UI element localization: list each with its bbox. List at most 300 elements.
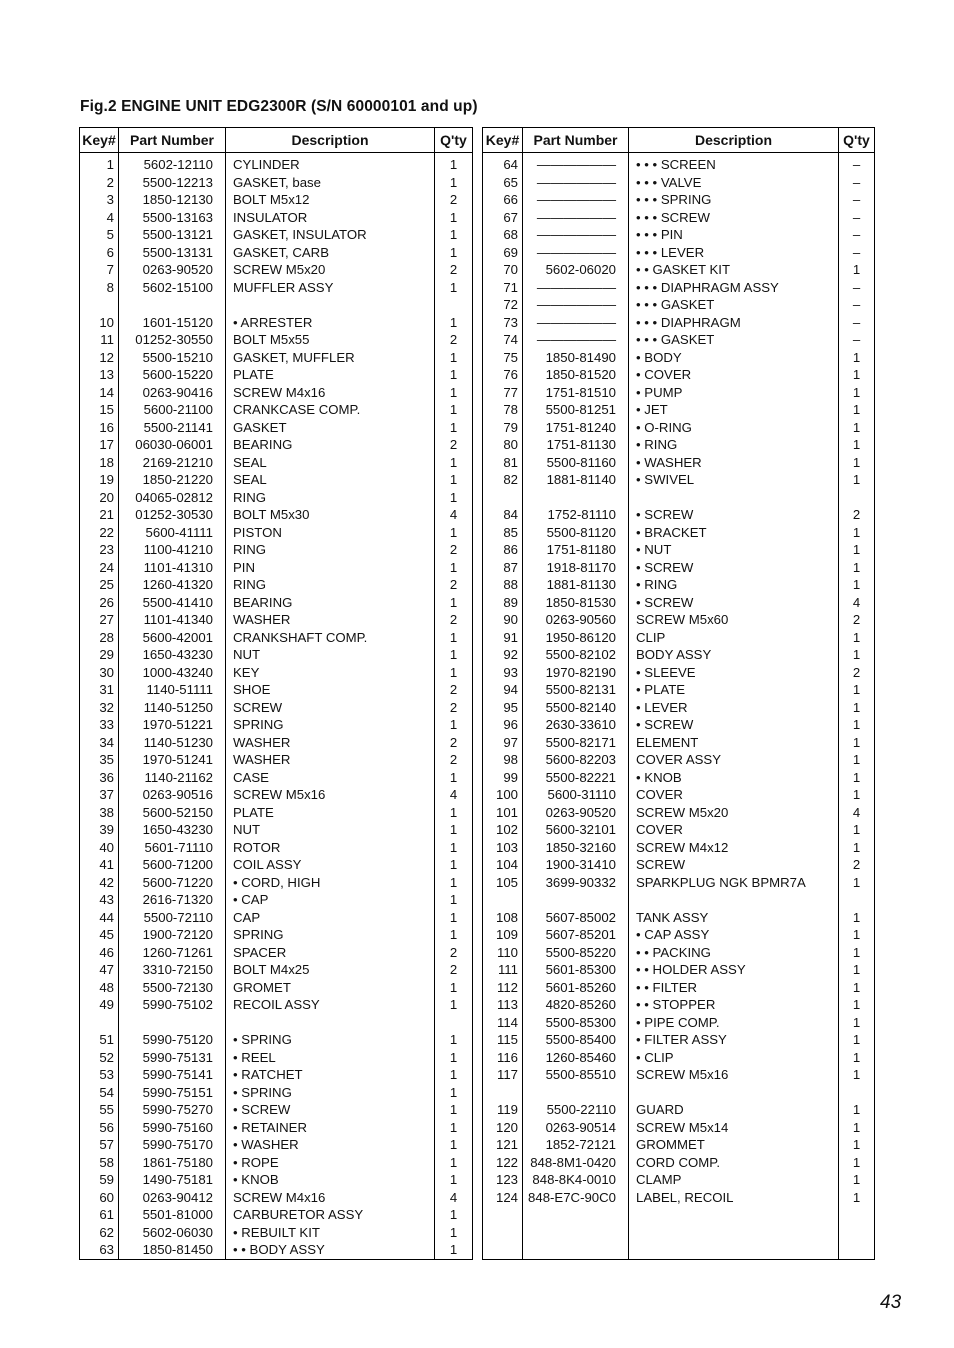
qty-cell: 1 <box>839 1189 875 1207</box>
table-row <box>80 821 473 839</box>
description-cell: ROTOR <box>226 839 435 857</box>
description-cell: • • • PIN <box>629 226 839 244</box>
table-row <box>483 209 875 227</box>
table-row <box>80 419 473 437</box>
part-number-cell: 5990-75141 <box>119 1066 226 1084</box>
table-row <box>80 559 473 577</box>
key-cell: 27 <box>80 611 119 629</box>
table-row <box>80 664 473 682</box>
description-cell: BOLT M4x25 <box>226 961 435 979</box>
qty-cell: 2 <box>435 961 473 979</box>
key-cell: 29 <box>80 646 119 664</box>
part-number-cell: 5500-82102 <box>523 646 629 664</box>
table-row <box>483 366 875 384</box>
table-row <box>483 1084 875 1102</box>
table-row <box>80 174 473 192</box>
description-cell: • KNOB <box>629 769 839 787</box>
table-row <box>483 314 875 332</box>
description-cell: CRANKSHAFT COMP. <box>226 629 435 647</box>
part-number-cell: 5600-71200 <box>119 856 226 874</box>
key-cell: 58 <box>80 1154 119 1172</box>
qty-cell: 1 <box>435 664 473 682</box>
description-cell: SPRING <box>226 716 435 734</box>
description-cell: • ROPE <box>226 1154 435 1172</box>
part-number-cell: 1650-43230 <box>119 646 226 664</box>
key-cell: 123 <box>483 1171 523 1189</box>
key-cell: 15 <box>80 401 119 419</box>
part-number-cell: 5601-71110 <box>119 839 226 857</box>
part-number-cell: 5500-82131 <box>523 681 629 699</box>
qty-cell: 2 <box>435 436 473 454</box>
key-cell: 91 <box>483 629 523 647</box>
part-number-cell: 5600-31110 <box>523 786 629 804</box>
qty-cell <box>839 1084 875 1102</box>
table-row <box>483 1154 875 1172</box>
description-cell: • LEVER <box>629 699 839 717</box>
part-number-cell: 1850-12130 <box>119 191 226 209</box>
qty-cell: 1 <box>435 349 473 367</box>
qty-cell: 1 <box>839 961 875 979</box>
description-cell <box>226 1014 435 1032</box>
part-number-cell: 5602-06030 <box>119 1224 226 1242</box>
part-number-cell: 5600-42001 <box>119 629 226 647</box>
key-cell: 119 <box>483 1101 523 1119</box>
part-number-column-header: Part Number <box>119 128 226 153</box>
description-cell <box>629 1241 839 1259</box>
key-cell: 80 <box>483 436 523 454</box>
table-row <box>483 751 875 769</box>
part-number-cell: 5990-75102 <box>119 996 226 1014</box>
part-number-cell: —————— <box>523 331 629 349</box>
key-cell: 116 <box>483 1049 523 1067</box>
qty-cell: 2 <box>839 664 875 682</box>
description-cell: • • • GASKET <box>629 296 839 314</box>
qty-cell: 1 <box>435 244 473 262</box>
qty-cell: 1 <box>435 279 473 297</box>
description-cell: MUFFLER ASSY <box>226 279 435 297</box>
table-row <box>483 1066 875 1084</box>
key-cell: 13 <box>80 366 119 384</box>
key-cell: 68 <box>483 226 523 244</box>
description-cell: BOLT M5x12 <box>226 191 435 209</box>
qty-cell: 2 <box>435 699 473 717</box>
description-cell: CRANKCASE COMP. <box>226 401 435 419</box>
table-row <box>80 1031 473 1049</box>
table-row <box>483 996 875 1014</box>
description-cell: • ARRESTER <box>226 314 435 332</box>
key-cell: 4 <box>80 209 119 227</box>
part-number-cell: 5500-22110 <box>523 1101 629 1119</box>
qty-cell: 1 <box>839 926 875 944</box>
part-number-cell: 01252-30530 <box>119 506 226 524</box>
table-row <box>483 856 875 874</box>
table-row <box>483 611 875 629</box>
qty-cell: 1 <box>839 769 875 787</box>
table-row <box>483 541 875 559</box>
qty-cell: 1 <box>435 559 473 577</box>
qty-cell: 1 <box>435 1049 473 1067</box>
table-row <box>80 576 473 594</box>
description-cell: • BODY <box>629 349 839 367</box>
part-number-cell: 2169-21210 <box>119 454 226 472</box>
qty-cell <box>839 1241 875 1259</box>
description-cell: • • • SPRING <box>629 191 839 209</box>
key-cell: 84 <box>483 506 523 524</box>
description-cell: WASHER <box>226 611 435 629</box>
key-cell: 85 <box>483 524 523 542</box>
key-cell: 75 <box>483 349 523 367</box>
table-row <box>483 191 875 209</box>
key-cell: 89 <box>483 594 523 612</box>
table-row <box>483 716 875 734</box>
part-number-cell: 5500-81160 <box>523 454 629 472</box>
table-row <box>483 891 875 909</box>
qty-cell: 2 <box>435 541 473 559</box>
qty-cell: 1 <box>839 471 875 489</box>
key-cell: 61 <box>80 1206 119 1224</box>
part-number-cell: 5600-71220 <box>119 874 226 892</box>
table-row <box>80 261 473 279</box>
part-number-cell: 1852-72121 <box>523 1136 629 1154</box>
key-cell: 12 <box>80 349 119 367</box>
qty-cell: – <box>839 244 875 262</box>
key-cell: 60 <box>80 1189 119 1207</box>
description-cell: • FILTER ASSY <box>629 1031 839 1049</box>
qty-cell: 2 <box>435 261 473 279</box>
part-number-cell: 5602-15100 <box>119 279 226 297</box>
key-cell: 115 <box>483 1031 523 1049</box>
key-cell: 44 <box>80 909 119 927</box>
key-cell <box>483 1224 523 1242</box>
table-row <box>483 681 875 699</box>
table-row <box>483 1189 875 1207</box>
qty-cell: 1 <box>839 454 875 472</box>
description-cell: WASHER <box>226 751 435 769</box>
part-number-cell: 5607-85201 <box>523 926 629 944</box>
qty-cell: 1 <box>839 1119 875 1137</box>
key-cell: 120 <box>483 1119 523 1137</box>
table-row <box>483 506 875 524</box>
description-cell: • • • VALVE <box>629 174 839 192</box>
key-cell: 63 <box>80 1241 119 1259</box>
qty-cell: 1 <box>839 1014 875 1032</box>
key-cell: 87 <box>483 559 523 577</box>
table-row <box>483 1224 875 1242</box>
table-row <box>80 436 473 454</box>
qty-column-header: Q'ty <box>435 128 473 153</box>
part-number-cell <box>119 296 226 314</box>
qty-cell: 2 <box>839 611 875 629</box>
table-row <box>483 646 875 664</box>
key-cell <box>80 296 119 314</box>
table-row <box>80 506 473 524</box>
key-cell: 2 <box>80 174 119 192</box>
part-number-cell: 5600-82203 <box>523 751 629 769</box>
key-cell: 98 <box>483 751 523 769</box>
table-row <box>483 471 875 489</box>
part-number-cell: 0263-90520 <box>523 804 629 822</box>
part-number-cell: 1101-41310 <box>119 559 226 577</box>
part-number-cell: 1970-51221 <box>119 716 226 734</box>
qty-cell: 2 <box>435 576 473 594</box>
description-cell <box>629 891 839 909</box>
key-cell: 26 <box>80 594 119 612</box>
key-cell <box>483 489 523 507</box>
key-cell: 51 <box>80 1031 119 1049</box>
description-cell: • RING <box>629 576 839 594</box>
table-row <box>80 786 473 804</box>
key-cell: 7 <box>80 261 119 279</box>
part-number-cell: 5500-81120 <box>523 524 629 542</box>
qty-cell: – <box>839 314 875 332</box>
key-cell: 40 <box>80 839 119 857</box>
qty-cell: 1 <box>435 821 473 839</box>
key-cell: 108 <box>483 909 523 927</box>
key-cell: 46 <box>80 944 119 962</box>
description-cell: • REEL <box>226 1049 435 1067</box>
part-number-cell <box>523 1241 629 1259</box>
key-cell: 6 <box>80 244 119 262</box>
description-cell: SCREW M5x16 <box>226 786 435 804</box>
description-cell: • CAP <box>226 891 435 909</box>
part-number-cell: 1260-71261 <box>119 944 226 962</box>
description-cell: • • • DIAPHRAGM ASSY <box>629 279 839 297</box>
table-row <box>483 226 875 244</box>
key-cell: 66 <box>483 191 523 209</box>
description-cell: RECOIL ASSY <box>226 996 435 1014</box>
description-cell: SCREW M5x60 <box>629 611 839 629</box>
part-number-cell: 1900-31410 <box>523 856 629 874</box>
part-number-cell: 1601-15120 <box>119 314 226 332</box>
qty-cell: 1 <box>839 436 875 454</box>
description-cell: • SLEEVE <box>629 664 839 682</box>
description-cell: PIN <box>226 559 435 577</box>
key-cell: 47 <box>80 961 119 979</box>
qty-cell: 1 <box>839 996 875 1014</box>
qty-cell: 1 <box>839 576 875 594</box>
table-row <box>483 576 875 594</box>
key-cell: 105 <box>483 874 523 892</box>
qty-cell: 2 <box>435 331 473 349</box>
description-cell: • O-RING <box>629 419 839 437</box>
key-cell: 31 <box>80 681 119 699</box>
part-number-cell: 5990-75131 <box>119 1049 226 1067</box>
part-number-cell: —————— <box>523 153 629 174</box>
description-cell: • • GASKET KIT <box>629 261 839 279</box>
table-row <box>483 629 875 647</box>
table-row <box>80 524 473 542</box>
key-cell: 121 <box>483 1136 523 1154</box>
description-cell: CASE <box>226 769 435 787</box>
qty-cell: 1 <box>435 996 473 1014</box>
key-cell: 117 <box>483 1066 523 1084</box>
key-cell: 30 <box>80 664 119 682</box>
qty-cell: 1 <box>435 226 473 244</box>
qty-cell: 1 <box>839 716 875 734</box>
table-row <box>80 681 473 699</box>
table-row <box>80 1171 473 1189</box>
description-cell: • SCREW <box>226 1101 435 1119</box>
key-cell: 96 <box>483 716 523 734</box>
part-number-cell: 3310-72150 <box>119 961 226 979</box>
key-cell: 64 <box>483 153 523 174</box>
description-cell: GASKET, INSULATOR <box>226 226 435 244</box>
table-row <box>483 384 875 402</box>
part-number-cell: 848-E7C-90C0 <box>523 1189 629 1207</box>
qty-cell: 1 <box>435 874 473 892</box>
description-cell: • PIPE COMP. <box>629 1014 839 1032</box>
description-cell: • JET <box>629 401 839 419</box>
qty-cell: 2 <box>435 191 473 209</box>
key-cell: 16 <box>80 419 119 437</box>
key-cell: 56 <box>80 1119 119 1137</box>
key-cell: 19 <box>80 471 119 489</box>
table-row <box>80 909 473 927</box>
part-number-cell: 5500-85510 <box>523 1066 629 1084</box>
table-row <box>483 944 875 962</box>
part-number-cell: —————— <box>523 191 629 209</box>
part-number-cell: 5600-41111 <box>119 524 226 542</box>
part-number-cell: 5500-13131 <box>119 244 226 262</box>
qty-cell: 1 <box>435 454 473 472</box>
qty-cell: 1 <box>839 541 875 559</box>
qty-cell: 4 <box>435 786 473 804</box>
key-cell: 95 <box>483 699 523 717</box>
description-cell: BEARING <box>226 594 435 612</box>
qty-cell: 1 <box>839 944 875 962</box>
part-number-cell: 5500-15210 <box>119 349 226 367</box>
qty-cell: 1 <box>839 629 875 647</box>
qty-cell: 2 <box>435 751 473 769</box>
part-number-cell: 1140-21162 <box>119 769 226 787</box>
page-title: Fig.2 ENGINE UNIT EDG2300R (S/N 60000101 and up) <box>80 98 478 115</box>
table-row <box>483 821 875 839</box>
part-number-cell: 1650-43230 <box>119 821 226 839</box>
table-row <box>80 926 473 944</box>
description-cell: • PUMP <box>629 384 839 402</box>
description-cell: • • • SCREW <box>629 209 839 227</box>
description-cell <box>226 296 435 314</box>
table-row <box>483 436 875 454</box>
key-cell: 25 <box>80 576 119 594</box>
qty-cell: 1 <box>839 681 875 699</box>
key-cell: 32 <box>80 699 119 717</box>
description-cell: • KNOB <box>226 1171 435 1189</box>
key-cell: 86 <box>483 541 523 559</box>
key-cell: 53 <box>80 1066 119 1084</box>
table-row <box>80 349 473 367</box>
key-cell: 114 <box>483 1014 523 1032</box>
key-cell: 69 <box>483 244 523 262</box>
description-cell: WASHER <box>226 734 435 752</box>
table-row <box>80 296 473 314</box>
description-cell: ELEMENT <box>629 734 839 752</box>
qty-cell: 1 <box>435 856 473 874</box>
description-cell: • NUT <box>629 541 839 559</box>
description-cell: • PLATE <box>629 681 839 699</box>
table-row <box>80 209 473 227</box>
description-cell: • • • DIAPHRAGM <box>629 314 839 332</box>
description-cell: GROMMET <box>629 1136 839 1154</box>
part-number-cell: 5600-32101 <box>523 821 629 839</box>
part-number-cell <box>523 489 629 507</box>
key-column-header: Key# <box>80 128 119 153</box>
description-cell: NUT <box>226 821 435 839</box>
qty-cell: – <box>839 296 875 314</box>
part-number-cell: 5500-85300 <box>523 1014 629 1032</box>
key-cell: 74 <box>483 331 523 349</box>
part-number-cell: 0263-90520 <box>119 261 226 279</box>
description-cell: • BRACKET <box>629 524 839 542</box>
table-row <box>80 891 473 909</box>
table-row <box>80 646 473 664</box>
key-cell: 34 <box>80 734 119 752</box>
description-cell: • • • LEVER <box>629 244 839 262</box>
table-row <box>483 296 875 314</box>
table-row <box>483 349 875 367</box>
part-number-cell: 0263-90412 <box>119 1189 226 1207</box>
qty-cell: 1 <box>839 384 875 402</box>
key-cell: 11 <box>80 331 119 349</box>
table-row <box>80 401 473 419</box>
key-cell: 65 <box>483 174 523 192</box>
qty-cell: 1 <box>839 909 875 927</box>
qty-cell: 1 <box>435 804 473 822</box>
part-number-cell: 3699-90332 <box>523 874 629 892</box>
key-cell: 22 <box>80 524 119 542</box>
description-cell: SCREW M5x14 <box>629 1119 839 1137</box>
parts-table-right <box>482 127 875 1260</box>
description-cell: • WASHER <box>629 454 839 472</box>
qty-cell: 1 <box>435 1224 473 1242</box>
key-cell: 55 <box>80 1101 119 1119</box>
key-cell: 3 <box>80 191 119 209</box>
table-row <box>483 909 875 927</box>
table-row <box>483 1014 875 1032</box>
description-cell: SHOE <box>226 681 435 699</box>
part-number-cell: —————— <box>523 244 629 262</box>
description-cell: • SCREW <box>629 716 839 734</box>
part-number-cell: 4820-85260 <box>523 996 629 1014</box>
key-cell: 49 <box>80 996 119 1014</box>
description-cell: CARBURETOR ASSY <box>226 1206 435 1224</box>
part-number-cell: 5990-75151 <box>119 1084 226 1102</box>
key-cell: 104 <box>483 856 523 874</box>
description-cell: GASKET, MUFFLER <box>226 349 435 367</box>
key-cell: 35 <box>80 751 119 769</box>
key-cell: 36 <box>80 769 119 787</box>
key-cell: 48 <box>80 979 119 997</box>
part-number-cell: 1950-86120 <box>523 629 629 647</box>
description-cell: • SPRING <box>226 1084 435 1102</box>
qty-cell: 1 <box>435 153 473 174</box>
key-cell: 38 <box>80 804 119 822</box>
key-column-header: Key# <box>483 128 523 153</box>
key-cell: 54 <box>80 1084 119 1102</box>
qty-cell: – <box>839 279 875 297</box>
description-cell: • SWIVEL <box>629 471 839 489</box>
description-cell: SEAL <box>226 454 435 472</box>
table-row <box>80 979 473 997</box>
description-cell: PLATE <box>226 366 435 384</box>
qty-cell: 1 <box>435 1031 473 1049</box>
description-cell: SPARKPLUG NGK BPMR7A <box>629 874 839 892</box>
qty-cell: – <box>839 331 875 349</box>
table-row <box>80 1154 473 1172</box>
qty-cell: 2 <box>839 856 875 874</box>
table-row <box>483 804 875 822</box>
table-row <box>80 314 473 332</box>
